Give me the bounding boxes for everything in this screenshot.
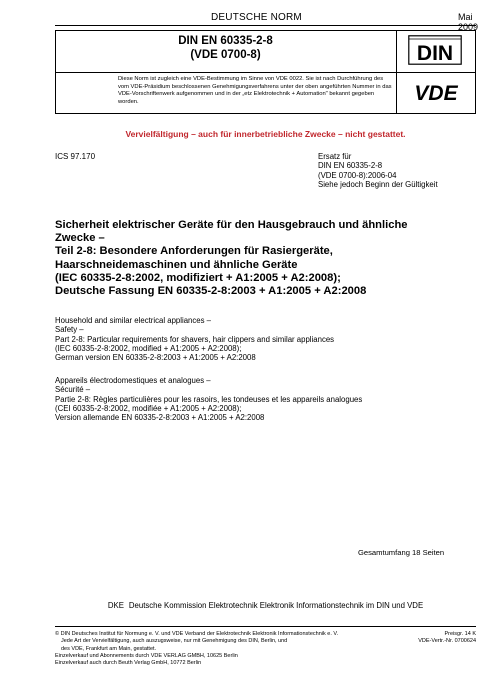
english-title <box>55 316 476 362</box>
header-box-divider <box>55 72 476 73</box>
french-title <box>55 376 476 422</box>
price-info <box>410 631 476 646</box>
din-logo <box>408 35 462 65</box>
german-title-line: (IEC 60335-2-8:2002, modifiziert + A1:2005 + A2:2008); <box>55 271 341 284</box>
top-divider <box>55 25 476 26</box>
vde-classification: (VDE 0700-8) <box>190 49 261 61</box>
document-type-label: DEUTSCHE NORM <box>211 12 302 23</box>
footer-copyright <box>55 631 395 667</box>
footer-line: Einzelverkauf und Abonnements durch VDE VERLAG GMBH, 10625 Berlin <box>55 652 238 659</box>
price-group: Preisgr. 14 K <box>444 631 476 637</box>
dke-abbreviation: DKE <box>107 601 124 610</box>
english-title-line: Safety – <box>55 325 84 335</box>
german-title-line: Haarschneidemaschinen und ähnliche Geräte <box>55 258 298 271</box>
header-box-logo-divider <box>396 30 397 114</box>
french-title-line: (CEI 60335-2-8:2002, modifiée + A1:2005 + A2:2008); <box>55 403 242 413</box>
french-title-line: Version allemande EN 60335-2-8:2003 + A1:2005 + A2:2008 <box>55 413 265 423</box>
vde-note: Diese Norm ist zugleich eine VDE-Bestimmung im Sinne von VDE 0022. Sie ist nach Durchführung des vom VDE-Präsidium beschlossenen Genehmigungsverfahrens unter der oben angeführten Nummer in das VDE-Vorschriftenwerk aufgenommen und in der „etz Elektrotechnik + Automation" bekannt gegeben worden. <box>118 76 392 105</box>
german-title-line: Sicherheit elektrischer Geräte für den Hausgebrauch und ähnliche <box>55 219 408 231</box>
vde-logo <box>406 80 466 104</box>
german-title-line: Zwecke – <box>55 232 105 245</box>
replacement-line: Siehe jedoch Beginn der Gültigkeit <box>318 179 438 189</box>
german-title <box>55 219 476 298</box>
dke-name: Deutsche Kommission Elektrotechnik Elektronik Informationstechnik im DIN und VDE <box>128 601 424 610</box>
standard-number: DIN EN 60335-2-8 <box>178 35 273 47</box>
footer-line: Einzelverkauf auch durch Beuth Verlag GmbH, 10772 Berlin <box>55 660 202 667</box>
footer-line: © DIN Deutsches Institut für Normung e. V. und VDE Verband der Elektrotechnik Elektronik Informationstechnik e. V. <box>55 631 339 637</box>
french-title-line: Appareils électrodomestiques et analogues – <box>55 376 211 385</box>
german-title-line: Deutsche Fassung EN 60335-2-8:2003 + A1:2005 + A2:2008 <box>55 285 367 298</box>
dke-line <box>55 601 476 610</box>
bottom-divider <box>55 626 476 627</box>
replacement-line: (VDE 0700-8):2006-04 <box>318 170 397 180</box>
din-logo-text: DIN <box>416 42 454 65</box>
english-title-line: (IEC 60335-2-8:2002, modified + A1:2005 + A2:2008); <box>55 343 242 353</box>
english-title-line: Part 2-8: Particular requirements for shavers, hair clippers and similar appliances <box>55 334 335 344</box>
english-title-line: German version EN 60335-2-8:2003 + A1:2005 + A2:2008 <box>55 353 256 363</box>
total-pages: Gesamtumfang 18 Seiten <box>358 548 445 557</box>
footer-line: Jede Art der Vervielfältigung, auch auszugsweise, nur mit Genehmigung des DIN, Berlin, und <box>61 638 288 645</box>
replacement-line: DIN EN 60335-2-8 <box>318 161 383 171</box>
footer-line: des VDE, Frankfurt am Main, gestattet. <box>61 645 157 652</box>
german-title-line: Teil 2-8: Besondere Anforderungen für Rasiergeräte, <box>55 245 333 258</box>
replacement-info <box>318 152 438 189</box>
ics-code: ICS 97.170 <box>55 152 96 161</box>
french-title-line: Partie 2-8: Règles particulières pour les rasoirs, les tondeuses et les appareils analogues <box>55 394 363 404</box>
vde-logo-text: VDE <box>414 82 458 104</box>
replacement-line: Ersatz für <box>318 152 352 161</box>
publication-date: Mai 2009 <box>458 12 479 32</box>
french-title-line: Sécurité – <box>55 385 91 395</box>
copy-warning: Vervielfältigung – auch für innerbetriebliche Zwecke – nicht gestattet. <box>125 129 406 139</box>
english-title-line: Household and similar electrical appliances – <box>55 316 212 325</box>
vde-sales-number: VDE-Vertr.-Nr. 0700624 <box>418 638 476 645</box>
